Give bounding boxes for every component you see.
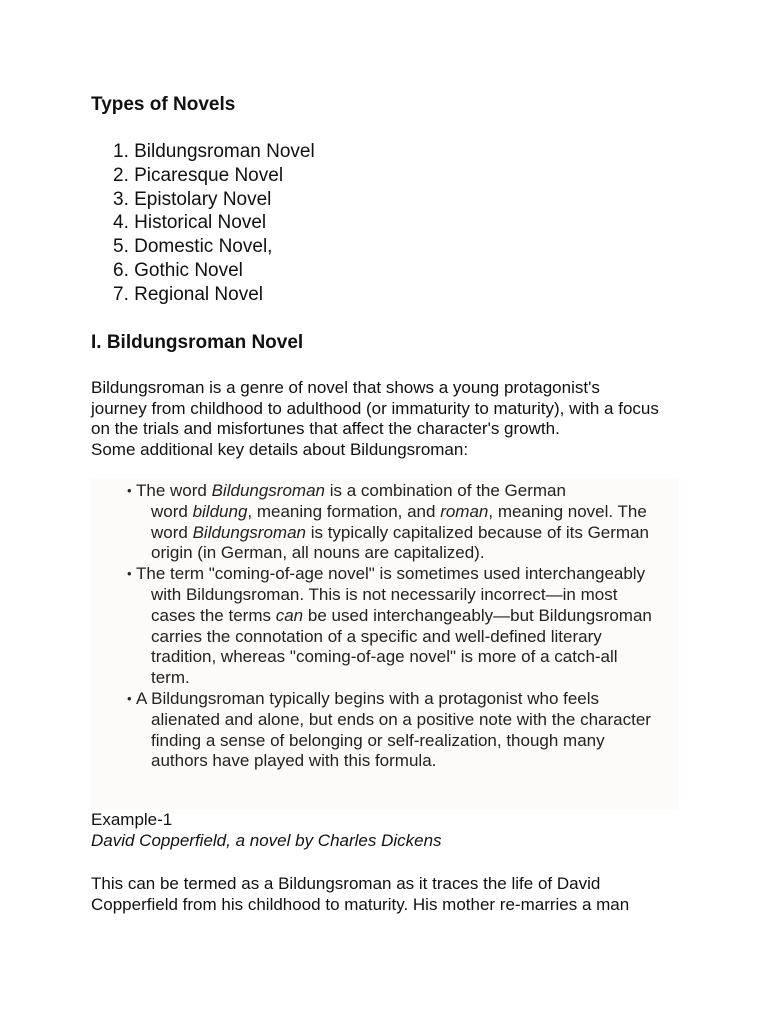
text-line: This can be termed as a Bildungsroman as it traces the life of David [91,874,601,893]
list-item: 5. Domestic Novel, [113,236,273,258]
text-line: word bildung, meaning formation, and roman, meaning novel. The [151,501,647,521]
text-line: • The word Bildungsroman is a combination of the German [127,481,566,500]
bullet-dot-icon: • [127,566,132,582]
text-line: with Bildungsroman. This is not necessarily incorrect—in most [151,584,618,604]
text-line: journey from childhood to adulthood (or immaturity to maturity), with a focus [91,398,659,418]
text-line: tradition, whereas "coming-of-age novel" is more of a catch-all [151,647,618,667]
text-line: carries the connotation of a specific and well-defined literary [151,626,602,646]
example-label: Example-1 [91,810,173,829]
text-line: on the trials and misfortunes that affect the character's growth. [91,419,560,438]
list-item: 7. Regional Novel [113,283,263,305]
text-line: • The term "coming-of-age novel" is sometimes used interchangeably [127,564,646,584]
page-title: Types of Novels [91,94,236,115]
text-line: Bildungsroman is a genre of novel that shows a young protagonist's [91,378,600,397]
bullet-item [127,564,687,689]
text-line: Copperfield from his childhood to maturity. His mother re-marries a man [91,894,630,914]
list-item: 4. Historical Novel [113,212,267,234]
list-item: 3. Epistolary Novel [113,188,272,210]
text-line: origin (in German, all nouns are capitalized). [151,543,485,563]
list-item: 1. Bildungsroman Novel [113,141,315,162]
example-title: David Copperfield, a novel by Charles Dickens [91,831,442,850]
text-line: word Bildungsroman is typically capitalized because of its German [151,522,649,542]
text-line: Some additional key details about Bildungsroman: [91,439,469,459]
details-bullet-list [127,481,687,772]
section-heading: I. Bildungsroman Novel [91,332,304,353]
bullet-item [127,689,687,772]
text-line: • A Bildungsroman typically begins with a protagonist who feels [127,688,600,708]
list-item: 2. Picaresque Novel [113,164,284,186]
bullet-item [127,481,687,564]
bullet-dot-icon: • [127,483,132,498]
text-line: finding a sense of belonging or self-realization, though many [151,730,605,750]
novel-types-list [113,140,315,307]
list-item: 6. Gothic Novel [113,259,243,281]
bullet-dot-icon: • [127,690,132,706]
intro-paragraph [91,378,731,460]
text-line: authors have played with this formula. [151,751,437,771]
text-line: cases the terms can be used interchangeably—but Bildungsroman [151,605,652,625]
text-line: term. [151,668,190,688]
closing-paragraph [91,874,731,915]
text-line: alienated and alone, but ends on a positive note with the character [151,709,651,729]
